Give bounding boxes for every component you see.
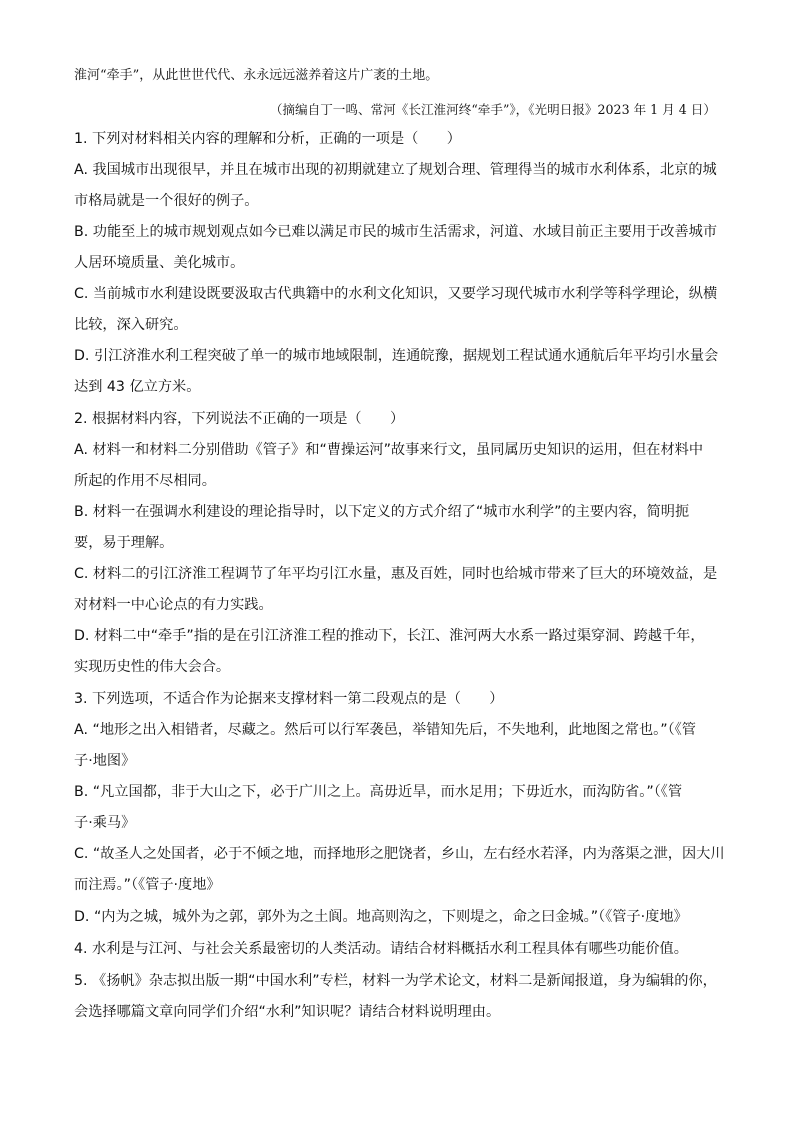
passage-closing-line: 淮河“牵手”，从此世世代代、永永远远滋养着这片广袤的土地。 bbox=[74, 68, 439, 83]
question-1-option-b-cont: 人居环境质量、美化城市。 bbox=[74, 255, 245, 271]
question-2-stem: 2. 根据材料内容，下列说法不正确的一项是（ ） bbox=[74, 411, 405, 427]
question-3-option-d: D. “内为之城，城外为之郭，郭外为之土阆。地高则沟之，下则堤之，命之曰金城。”（《管子·度地》 bbox=[74, 909, 688, 925]
question-1-option-a-cont: 市格局就是一个很好的例子。 bbox=[74, 193, 259, 209]
question-3-option-a: A. “地形之出入相错者，尽藏之。然后可以行军袭邑，举错知先后，不失地利，此地图之常也。”（《管 bbox=[74, 722, 696, 738]
question-3-option-c-cont: 而注焉。”（《管子·度地》 bbox=[74, 877, 221, 893]
question-2-option-a-cont: 所起的作用不尽相同。 bbox=[74, 473, 216, 489]
question-1-option-d-cont: 达到 43 亿立方米。 bbox=[74, 379, 201, 395]
question-5-stem-cont: 会选择哪篇文章向同学们介绍“水利”知识呢？请结合材料说明理由。 bbox=[74, 1004, 501, 1020]
passage-source-citation: （摘编自丁一鸣、常河《长江淮河终“牵手”》，《光明日报》2023 年 1 月 4 日） bbox=[269, 102, 716, 117]
question-1-option-a: A. 我国城市出现很早，并且在城市出现的初期就建立了规划合理、管理得当的城市水利体系，北京的城 bbox=[74, 162, 717, 178]
question-5-stem: 5. 《扬帆》杂志拟出版一期“中国水利”专栏，材料一为学术论文，材料二是新闻报道，身为编辑的你， bbox=[74, 973, 717, 989]
question-4-stem: 4. 水利是与江河、与社会关系最密切的人类活动。请结合材料概括水利工程具体有哪些功能价值。 bbox=[74, 941, 688, 957]
question-3-stem: 3. 下列选项，不适合作为论据来支撑材料一第二段观点的是（ ） bbox=[74, 691, 504, 707]
question-3-option-a-cont: 子·地图》 bbox=[74, 753, 136, 769]
question-2-option-b: B. 材料一在强调水利建设的理论指导时，以下定义的方式介绍了“城市水利学”的主要内容，简明扼 bbox=[74, 504, 690, 520]
question-2-option-b-cont: 要，易于理解。 bbox=[74, 535, 174, 551]
question-3-option-b-cont: 子·乘马》 bbox=[74, 815, 136, 831]
question-2-option-c-cont: 对材料一中心论点的有力实践。 bbox=[74, 597, 273, 613]
question-2-option-d: D. 材料二中“牵手”指的是在引江济淮工程的推动下，长江、淮河两大水系一路过渠穿洞、跨越千年， bbox=[74, 628, 705, 644]
question-1-option-c: C. 当前城市水利建设既要汲取古代典籍中的水利文化知识，又要学习现代城市水利学等科学理论，纵横 bbox=[74, 286, 718, 302]
question-1-option-c-cont: 比较，深入研究。 bbox=[74, 317, 188, 333]
question-1-option-d: D. 引江济淮水利工程突破了单一的城市地域限制，连通皖豫，据规划工程试通水通航后年平均引水量会 bbox=[74, 348, 719, 364]
question-1-stem: 1. 下列对材料相关内容的理解和分析，正确的一项是（ ） bbox=[74, 131, 461, 147]
question-3-option-c: C. “故圣人之处国者，必于不倾之地，而择地形之肥饶者，乡山，左右经水若泽，内为落渠之泄，因大川 bbox=[74, 846, 725, 862]
question-3-option-b: B. “凡立国都，非于大山之下，必于广川之上。高毋近旱，而水足用；下毋近水，而沟防省。”（《管 bbox=[74, 784, 683, 800]
question-1-option-b: B. 功能至上的城市规划观点如今已难以满足市民的城市生活需求，河道、水域目前正主要用于改善城市 bbox=[74, 224, 718, 240]
question-2-option-a: A. 材料一和材料二分别借助《管子》和“曹操运河”故事来行文，虽同属历史知识的运用，但在材料中 bbox=[74, 442, 704, 458]
question-2-option-c: C. 材料二的引江济淮工程调节了年平均引江水量，惠及百姓，同时也给城市带来了巨大的环境效益，是 bbox=[74, 566, 718, 582]
question-2-option-d-cont: 实现历史性的伟大会合。 bbox=[74, 659, 231, 675]
